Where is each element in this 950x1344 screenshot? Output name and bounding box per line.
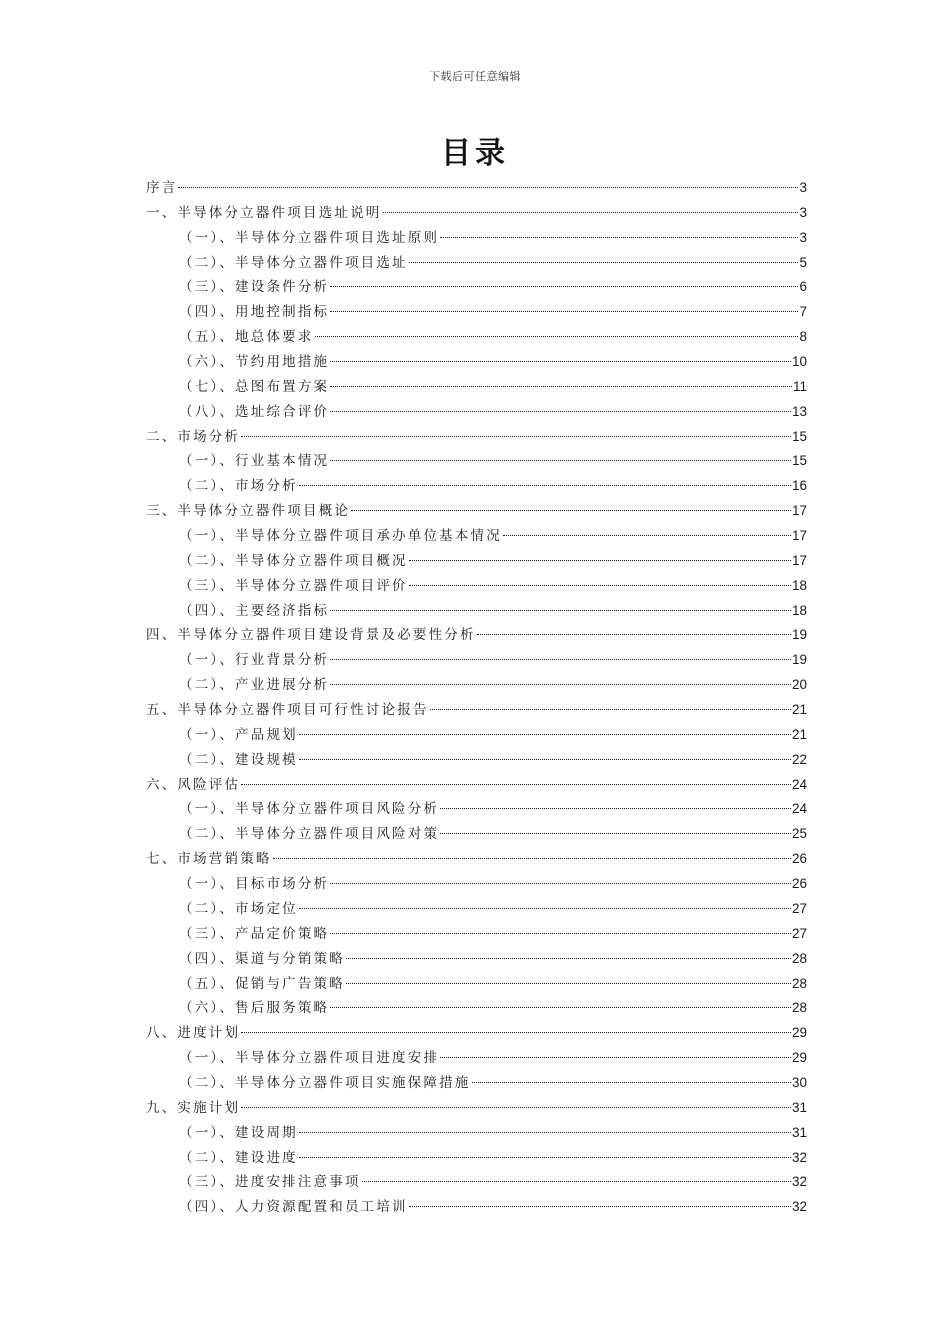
toc-entry-label: （六）、售后服务策略	[179, 1000, 330, 1017]
toc-entry[interactable]	[146, 201, 807, 226]
toc-entry-page-number: 18	[791, 577, 807, 593]
toc-entry-label: （二）、半导体分立器件项目实施保障措施	[179, 1074, 471, 1091]
toc-entry-label: （一）、半导体分立器件项目进度安排	[179, 1050, 440, 1067]
toc-entry[interactable]	[146, 698, 807, 723]
toc-entry-label: 三、半导体分立器件项目概论	[146, 503, 351, 520]
toc-entry[interactable]	[146, 1121, 807, 1146]
toc-entry-label: （一）、行业基本情况	[179, 453, 330, 470]
toc-dot-leader	[346, 957, 791, 959]
toc-entry-label: 九、实施计划	[146, 1099, 241, 1116]
toc-entry-page-number: 20	[791, 677, 807, 693]
toc-entry-label: （二）、建设规模	[179, 751, 298, 768]
page-header-note: 下载后可任意编辑	[429, 70, 521, 83]
toc-entry[interactable]	[146, 1170, 807, 1195]
toc-entry[interactable]	[146, 748, 807, 773]
toc-dot-leader	[503, 534, 791, 536]
toc-dot-leader	[477, 633, 791, 635]
toc-entry-label: （四）、渠道与分销策略	[179, 950, 345, 967]
toc-entry-page-number: 30	[791, 1074, 807, 1090]
toc-dot-leader	[472, 1081, 791, 1083]
toc-entry-page-number: 15	[791, 453, 807, 469]
toc-entry[interactable]	[146, 797, 807, 822]
toc-entry-page-number: 7	[799, 304, 807, 320]
toc-entry-page-number: 19	[791, 627, 807, 643]
toc-dot-leader	[241, 435, 791, 437]
toc-entry[interactable]	[146, 723, 807, 748]
page-title: 目录	[441, 136, 509, 171]
toc-entry-page-number: 3	[799, 229, 807, 245]
toc-entry[interactable]	[146, 822, 807, 847]
toc-dot-leader	[299, 484, 791, 486]
toc-entry-label: （三）、建设条件分析	[179, 279, 330, 296]
toc-dot-leader	[330, 658, 791, 660]
toc-entry-page-number: 18	[791, 602, 807, 618]
toc-dot-leader	[330, 882, 791, 884]
toc-entry-label: 五、半导体分立器件项目可行性讨论报告	[146, 702, 429, 719]
toc-entry-page-number: 28	[791, 1000, 807, 1016]
toc-entry-label: 二、市场分析	[146, 428, 241, 445]
toc-entry-page-number: 13	[791, 403, 807, 419]
toc-entry[interactable]	[146, 226, 807, 251]
toc-entry[interactable]	[146, 1195, 807, 1220]
toc-dot-leader	[330, 609, 791, 611]
toc-entry-page-number: 17	[791, 503, 807, 519]
toc-dot-leader	[440, 807, 791, 809]
toc-dot-leader	[351, 509, 791, 511]
toc-dot-leader	[241, 1031, 791, 1033]
toc-dot-leader	[299, 758, 791, 760]
toc-entry[interactable]	[146, 524, 807, 549]
toc-entry-label: （五）、促销与广告策略	[179, 975, 345, 992]
toc-entry-label: （一）、半导体分立器件项目选址原则	[179, 229, 440, 246]
toc-entry-label: （一）、目标市场分析	[179, 876, 330, 893]
toc-entry-label: 七、市场营销策略	[146, 851, 272, 868]
toc-entry-page-number: 28	[791, 950, 807, 966]
toc-entry-page-number: 26	[791, 876, 807, 892]
toc-entry[interactable]	[146, 673, 807, 698]
toc-entry[interactable]	[146, 400, 807, 425]
toc-entry[interactable]	[146, 350, 807, 375]
toc-dot-leader	[330, 360, 791, 362]
toc-entry-label: 八、进度计划	[146, 1025, 241, 1042]
toc-dot-leader	[409, 584, 791, 586]
toc-entry[interactable]	[146, 300, 807, 325]
toc-entry-page-number: 21	[791, 726, 807, 742]
toc-entry-label: （四）、用地控制指标	[179, 304, 330, 321]
toc-entry-label: （二）、市场分析	[179, 478, 298, 495]
toc-entry-page-number: 32	[791, 1174, 807, 1190]
toc-entry-label: （二）、半导体分立器件项目选址	[179, 254, 408, 271]
toc-dot-leader	[330, 932, 791, 934]
toc-entry[interactable]	[146, 648, 807, 673]
toc-entry-label: （六）、节约用地措施	[179, 354, 330, 371]
toc-entry-page-number: 31	[791, 1099, 807, 1115]
toc-entry-page-number: 26	[791, 851, 807, 867]
toc-entry-label: 六、风险评估	[146, 776, 241, 793]
toc-entry[interactable]	[146, 449, 807, 474]
toc-dot-leader	[273, 857, 791, 859]
toc-entry-label: （四）、主要经济指标	[179, 602, 330, 619]
toc-entry[interactable]	[146, 574, 807, 599]
toc-entry[interactable]	[146, 251, 807, 276]
toc-entry-page-number: 19	[791, 652, 807, 668]
toc-entry[interactable]	[146, 947, 807, 972]
toc-entry-page-number: 29	[791, 1025, 807, 1041]
toc-dot-leader	[330, 385, 792, 387]
toc-entry-label: （七）、总图布置方案	[179, 378, 330, 395]
toc-dot-leader	[409, 261, 799, 263]
toc-entry-page-number: 32	[791, 1199, 807, 1215]
toc-entry-page-number: 29	[791, 1050, 807, 1066]
toc-entry[interactable]	[146, 996, 807, 1021]
toc-entry-label: （三）、进度安排注意事项	[179, 1174, 361, 1191]
toc-entry[interactable]	[146, 325, 807, 350]
toc-dot-leader	[241, 783, 791, 785]
toc-dot-leader	[409, 1205, 791, 1207]
toc-entry-page-number: 32	[791, 1149, 807, 1165]
toc-entry[interactable]	[146, 897, 807, 922]
toc-entry-page-number: 31	[791, 1124, 807, 1140]
toc-entry-page-number: 27	[791, 925, 807, 941]
toc-dot-leader	[362, 1180, 791, 1182]
toc-dot-leader	[430, 708, 791, 710]
toc-entry-page-number: 3	[799, 204, 807, 220]
toc-dot-leader	[315, 335, 799, 337]
toc-entry[interactable]	[146, 1021, 807, 1046]
toc-entry-label: 序言	[146, 180, 178, 196]
toc-entry-page-number: 28	[791, 975, 807, 991]
toc-entry-label: （一）、产品规划	[179, 726, 298, 743]
toc-dot-leader	[299, 1156, 791, 1158]
toc-entry[interactable]	[146, 922, 807, 947]
toc-entry[interactable]	[146, 599, 807, 624]
toc-dot-leader	[241, 1106, 791, 1108]
toc-entry[interactable]	[146, 1146, 807, 1171]
toc-entry-page-number: 24	[791, 776, 807, 792]
toc-entry[interactable]	[146, 375, 807, 400]
toc-entry[interactable]	[146, 773, 807, 798]
toc-entry-page-number: 21	[791, 702, 807, 718]
toc-entry-page-number: 27	[791, 900, 807, 916]
toc-entry-page-number: 16	[791, 478, 807, 494]
toc-entry-label: （二）、半导体分立器件项目风险对策	[179, 826, 440, 843]
toc-dot-leader	[330, 683, 791, 685]
toc-entry-page-number: 3	[799, 180, 807, 195]
toc-entry-label: （二）、市场定位	[179, 900, 298, 917]
toc-dot-leader	[330, 310, 798, 312]
toc-entry[interactable]	[146, 847, 807, 872]
toc-entry-page-number: 8	[799, 329, 807, 345]
toc-dot-leader	[330, 285, 798, 287]
toc-entry-page-number: 25	[791, 826, 807, 842]
toc-entry[interactable]	[146, 623, 807, 648]
toc-entry[interactable]	[146, 549, 807, 574]
toc-dot-leader	[440, 1056, 791, 1058]
toc-entry-page-number: 17	[791, 528, 807, 544]
toc-entry-label: （一）、半导体分立器件项目承办单位基本情况	[179, 528, 502, 545]
toc-dot-leader	[346, 982, 791, 984]
toc-entry-page-number: 5	[799, 254, 807, 270]
toc-entry-page-number: 10	[791, 354, 807, 370]
toc-entry-label: （一）、行业背景分析	[179, 652, 330, 669]
toc-entry-label: 四、半导体分立器件项目建设背景及必要性分析	[146, 627, 476, 644]
toc-entry-page-number: 6	[799, 279, 807, 295]
toc-dot-leader	[330, 410, 791, 412]
toc-entry[interactable]	[146, 275, 807, 300]
toc-entry[interactable]	[146, 1071, 807, 1096]
toc-entry[interactable]	[146, 1046, 807, 1071]
toc-entry-page-number: 22	[791, 751, 807, 767]
toc-entry-label: （三）、半导体分立器件项目评价	[179, 577, 408, 594]
toc-dot-leader	[440, 832, 791, 834]
toc-entry-label: 一、半导体分立器件项目选址说明	[146, 204, 382, 221]
toc-entry-label: （三）、产品定价策略	[179, 925, 330, 942]
toc-dot-leader	[299, 733, 791, 735]
toc-entry-label: （一）、建设周期	[179, 1124, 298, 1141]
toc-dot-leader	[178, 186, 798, 188]
toc-entry-page-number: 15	[791, 428, 807, 444]
toc-entry-label: （二）、产业进展分析	[179, 677, 330, 694]
toc-dot-leader	[330, 459, 791, 461]
toc-entry[interactable]	[146, 872, 807, 897]
toc-entry[interactable]	[146, 474, 807, 499]
table-of-contents	[146, 176, 807, 1220]
toc-entry-label: （四）、人力资源配置和员工培训	[179, 1199, 408, 1216]
toc-dot-leader	[330, 1006, 791, 1008]
toc-entry[interactable]	[146, 499, 807, 524]
toc-entry-page-number: 17	[791, 552, 807, 568]
toc-entry-label: （一）、半导体分立器件项目风险分析	[179, 801, 440, 818]
toc-dot-leader	[383, 211, 799, 213]
toc-dot-leader	[299, 1131, 791, 1133]
toc-entry-page-number: 11	[792, 378, 807, 394]
toc-entry-label: （二）、半导体分立器件项目概况	[179, 552, 408, 569]
toc-entry[interactable]	[146, 425, 807, 450]
toc-entry[interactable]	[146, 972, 807, 997]
toc-entry-page-number: 24	[791, 801, 807, 817]
toc-entry-label: （二）、建设进度	[179, 1149, 298, 1166]
toc-entry-label: （五）、地总体要求	[179, 329, 314, 346]
toc-dot-leader	[299, 907, 791, 909]
toc-dot-leader	[440, 236, 798, 238]
toc-entry-label: （八）、选址综合评价	[179, 403, 330, 420]
toc-entry[interactable]	[146, 176, 807, 201]
toc-dot-leader	[409, 559, 791, 561]
toc-entry[interactable]	[146, 1096, 807, 1121]
